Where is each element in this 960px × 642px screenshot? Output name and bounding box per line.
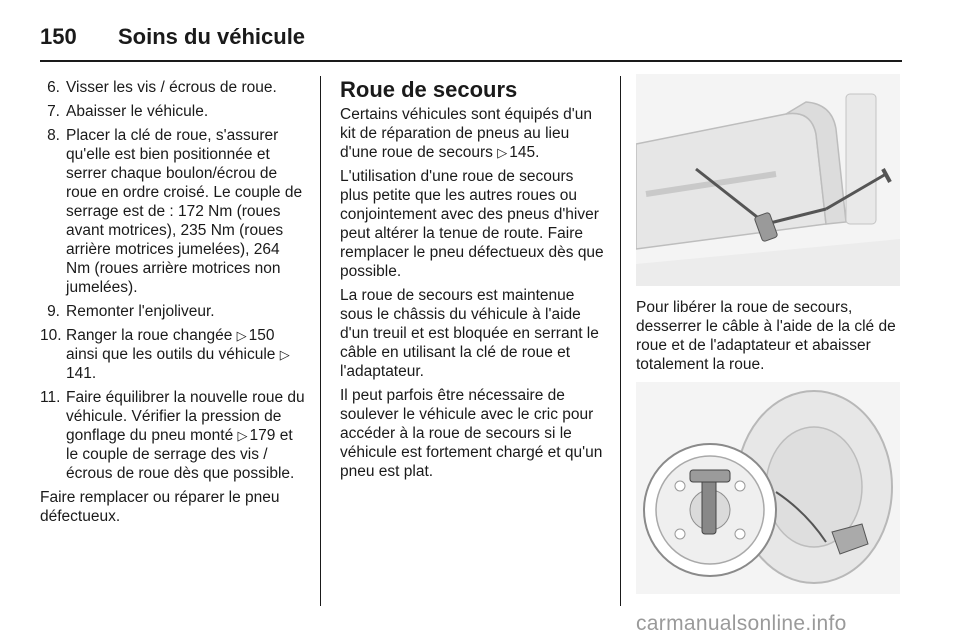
section-heading: Roue de secours (340, 77, 518, 102)
step-text: ainsi que les outils du véhicule (66, 346, 276, 363)
watermark: carmanualsonline.info (636, 612, 847, 635)
step-number: 7. (47, 103, 60, 120)
page-title: Soins du véhicule (118, 24, 306, 49)
page-ref-arrow-icon: ▷ (237, 428, 248, 443)
step-text: Remonter l'enjoliveur. (66, 303, 215, 320)
paragraph: Il peut parfois être nécessaire de soulever le véhicule avec le cric pour accéder à la roue de secours si le véhicule est fortement chargé et qu'un pneu est plat. (340, 387, 603, 480)
paragraph: La roue de secours est maintenue sous le châssis du véhicule à l'aide d'un treuil et est bloquée en serrant le câble en utilisant la clé de roue et l'adaptateur. (340, 287, 599, 380)
column-divider-1 (320, 76, 321, 606)
step-text: Ranger la roue changée (66, 327, 233, 344)
list-item (40, 302, 308, 321)
step-list (40, 78, 308, 483)
page-ref-arrow-icon: ▷ (497, 145, 508, 160)
column-middle (340, 78, 606, 486)
step-number: 6. (47, 79, 60, 96)
page-header (40, 14, 920, 60)
paragraph (340, 105, 606, 162)
list-item (40, 126, 308, 297)
column-divider-2 (620, 76, 621, 606)
paragraph: L'utilisation d'une roue de secours plus petite que les autres roues ou conjointement avec des pneus d'hiver peut altérer la tenue de route. Faire remplacer le pneu défectueux dès que possible. (340, 168, 604, 280)
step-number: 10. (40, 327, 62, 344)
column-left (40, 78, 308, 531)
step-text: Abaisser le véhicule. (66, 103, 209, 120)
header-divider (40, 60, 902, 62)
step-text: Visser les vis / écrous de roue. (66, 79, 277, 96)
page-ref-arrow-icon: ▷ (236, 328, 247, 343)
figure-caption: Pour libérer la roue de secours, desserrer le câble à l'aide de la clé de roue et de l'adaptateur et abaisser totalement la roue. (636, 299, 896, 373)
step-text: et le couple de serrage des vis / écrous de roue dès que possible. (66, 427, 295, 482)
wheel-wrench-illustration (636, 74, 900, 286)
step-text: Faire équilibrer la nouvelle roue du véhicule. Vérifier la pression de gonflage du pneu monté (66, 389, 305, 444)
closing-paragraph: Faire remplacer ou réparer le pneu défectueux. (40, 489, 280, 525)
column-right (636, 74, 904, 594)
step-number: 9. (47, 303, 60, 320)
page-ref-link[interactable]: 150 (248, 327, 275, 344)
list-item (40, 78, 308, 97)
list-item (40, 326, 308, 383)
list-item (40, 388, 308, 483)
page-ref-link[interactable]: 179 (249, 427, 276, 444)
paragraph-text: Certains véhicules sont équipés d'un kit de réparation de pneus au lieu d'une roue de secours (340, 106, 592, 161)
list-item (40, 102, 308, 121)
page-number: 150 (40, 24, 77, 49)
step-number: 8. (47, 127, 60, 144)
page-ref-arrow-icon: ▷ (279, 347, 290, 362)
spare-wheel-illustration (636, 382, 900, 594)
step-number: 11. (40, 389, 61, 406)
page-ref-link[interactable]: 145. (509, 144, 540, 161)
page-ref-link[interactable]: 141. (66, 365, 97, 382)
step-text: Placer la clé de roue, s'assurer qu'elle est bien positionnée et serrer chaque boulon/écrou de roue en ordre croisé. Le couple de serrage est de : 172 Nm (roues avant motrices), 235 Nm (roues arrière motrices jumelées), 264 Nm (roues arrière motrices non jumelées). (66, 127, 303, 296)
